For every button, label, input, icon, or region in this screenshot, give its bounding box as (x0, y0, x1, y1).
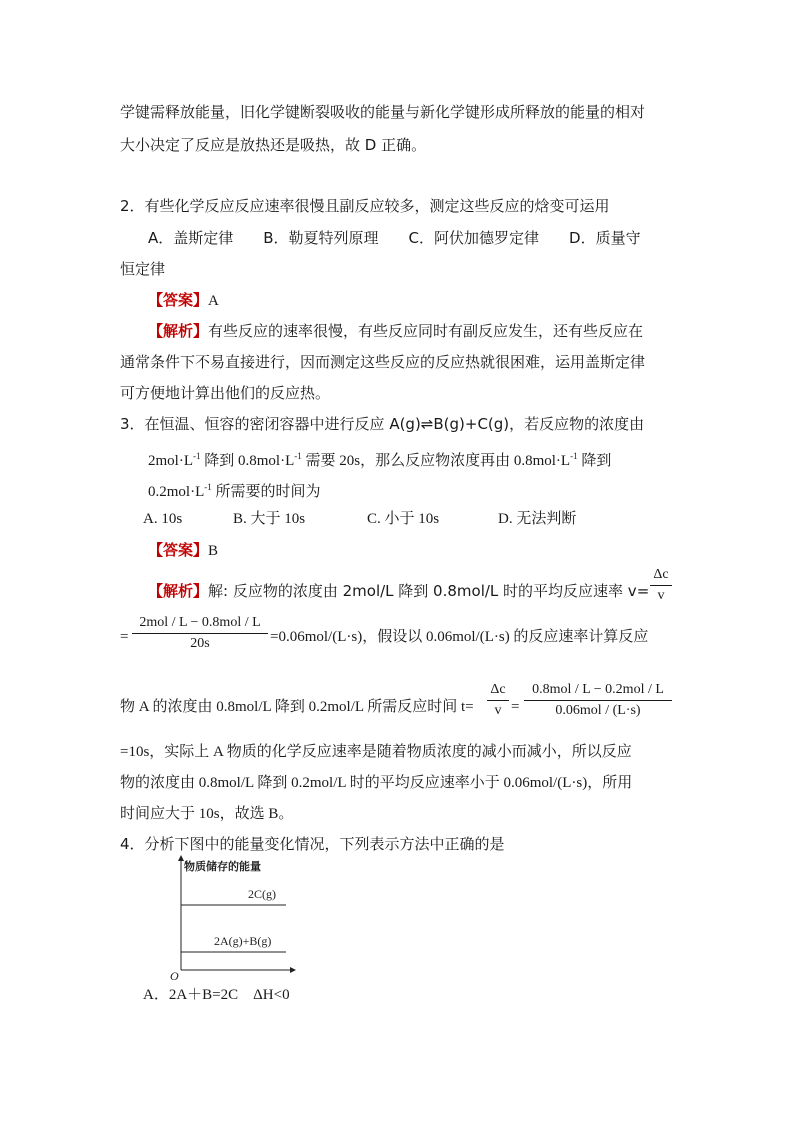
q3-option-d: D. 无法判断 (498, 511, 577, 527)
reactant-label: 2A(g)+B(g) (214, 934, 272, 948)
answer-tag: 【答案】 (148, 291, 209, 309)
q2-options-cont: 恒定律 (120, 260, 166, 278)
q3-option-b: B. 大于 10s (233, 511, 306, 527)
fraction-delta-c-over-v-2: Δc v (487, 681, 509, 720)
q4-option-a: A．2A＋B=2C ΔH<0 (143, 987, 290, 1003)
q3-analysis-3: 物 A 的浓度由 0.8mol/L 降到 0.2mol/L 所需反应时间 t= (120, 699, 474, 715)
intro-line-1: 学键需释放能量，旧化学键断裂吸收的能量与新化学键形成所释放的能量的相对 (120, 103, 646, 121)
q3-stem-1: 3．在恒温、恒容的密闭容器中进行反应 A(g)⇌B(g)+C(g)，若反应物的浓度由 (120, 415, 645, 433)
q3-analysis-2: =0.06mol/(L·s)，假设以 0.06mol/(L·s) 的反应速率计算反应 (270, 629, 649, 645)
q3-answer (148, 540, 218, 561)
q3-option-c: C. 小于 10s (367, 511, 440, 527)
answer-tag: 【答案】 (148, 541, 209, 559)
q2-stem: 2．有些化学反应反应速率很慢且副反应较多，测定这些反应的焓变可运用 (120, 197, 610, 215)
q3-eq-lead: = (120, 629, 129, 645)
q3-analysis-4: =10s，实际上 A 物质的化学反应速率是随着物质浓度的减小而减小，所以反应 (120, 744, 632, 760)
q2-analysis-1: 【解析】有些反应的速率很慢，有些反应同时有副反应发生，还有些反应在 (148, 322, 644, 340)
q3-stem-2: $2mol\cdot L^{-1}$ 降到 $0.8mol\cdot L^{-1}$ 需要 20s，那么反应物浓度再由 $0.8mol\cdot L^{-1}$ 降到 (148, 451, 612, 469)
q2-options: A．盖斯定律 B．勒夏特列原理 C．阿伏加德罗定律 D．质量守 (148, 229, 641, 247)
fraction-time-calc: 0.8mol / L − 0.2mol / L 0.06mol / (L·s) (524, 681, 672, 720)
q2-answer (148, 290, 219, 311)
product-label: 2C(g) (248, 887, 276, 901)
analysis-tag: 【解析】 (148, 582, 209, 600)
energy-axis-label: 物质储存的能量 (184, 861, 261, 873)
q2-analysis-3: 可方便地计算出他们的反应热。 (120, 384, 331, 402)
answer-value: B (208, 543, 219, 559)
analysis-tag: 【解析】 (148, 322, 209, 340)
energy-diagram (168, 852, 308, 982)
q3-analysis-1: 【解析】解: 反应物的浓度由 2mol/L 降到 0.8mol/L 时的平均反应速率 v= (148, 582, 650, 600)
q3-analysis-5: 物的浓度由 0.8mol/L 降到 0.2mol/L 时的平均反应速率小于 0.06mol/(L·s)，所用 (120, 775, 633, 791)
answer-value: A (208, 293, 219, 309)
fraction-delta-c-over-v: Δc v (650, 566, 672, 605)
q3-eq-mid: = (511, 699, 520, 715)
fraction-rate-calc: 2mol / L − 0.8mol / L 20s (132, 614, 268, 653)
q3-analysis-6: 时间应大于 10s，故选 B。 (120, 806, 294, 822)
q3-stem-3: $0.2mol\cdot L^{-1}$ 所需要的时间为 (148, 482, 321, 500)
intro-line-2: 大小决定了反应是放热还是吸热，故 D 正确。 (120, 136, 427, 154)
q2-analysis-2: 通常条件下不易直接进行，因而测定这些反应的反应热就很困难，运用盖斯定律 (120, 353, 646, 371)
origin-label: O (170, 969, 179, 982)
q3-option-a: A. 10s (143, 511, 183, 527)
q4-stem: 4．分析下图中的能量变化情况，下列表示方法中正确的是 (120, 835, 505, 853)
